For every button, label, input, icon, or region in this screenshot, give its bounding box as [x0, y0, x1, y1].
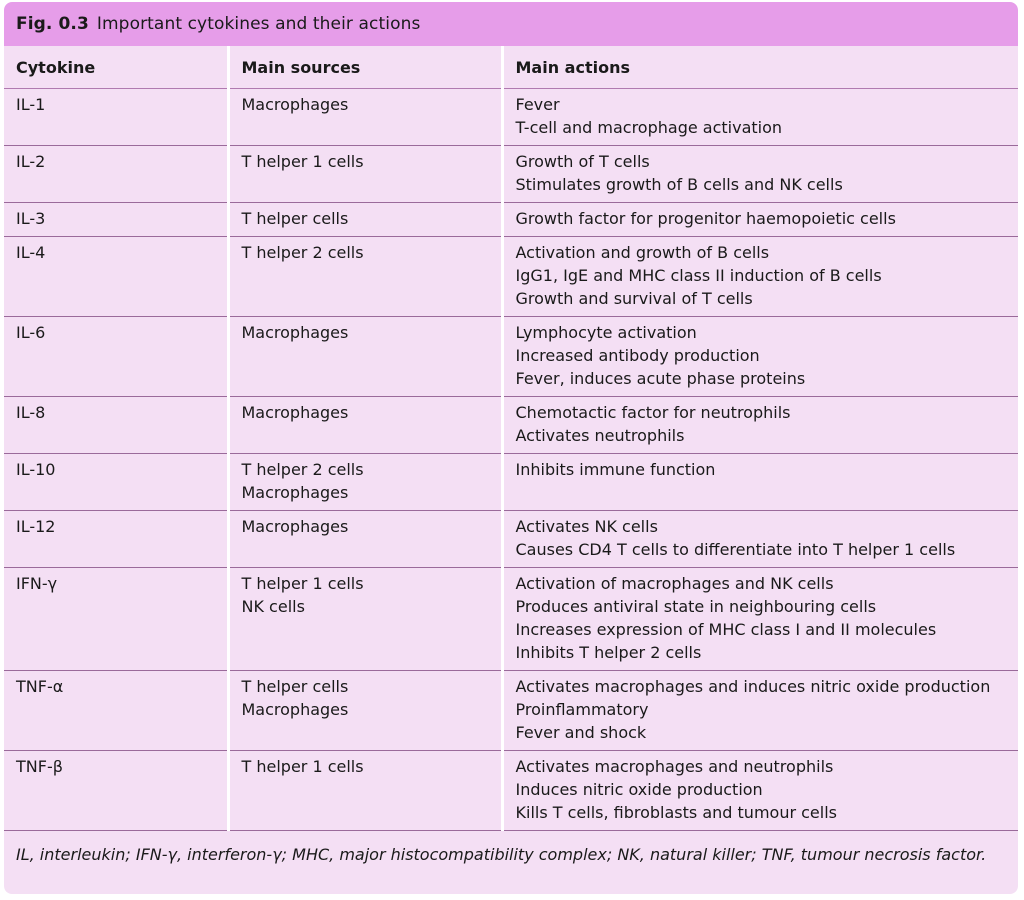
- cytokine-name: IL-6: [16, 323, 46, 342]
- action-item: Activates neutrophils: [515, 426, 685, 445]
- source-item: T helper 1 cells: [241, 152, 364, 171]
- source-item: Macrophages: [241, 517, 349, 536]
- cytokine-name: TNF-α: [16, 677, 64, 696]
- main-sources-cell: [228, 511, 502, 568]
- table-row: [4, 397, 1018, 454]
- action-item: Increases expression of MHC class I and II molecules: [515, 620, 937, 639]
- action-item: Fever: [515, 95, 560, 114]
- action-item: Growth factor for progenitor haemopoietic cells: [515, 209, 896, 228]
- source-item: T helper 2 cells: [241, 460, 364, 479]
- action-item: Kills T cells, fibroblasts and tumour cells: [515, 803, 837, 822]
- main-sources-cell: [228, 146, 502, 203]
- action-item: Growth of T cells: [515, 152, 650, 171]
- source-item: T helper cells: [241, 677, 349, 696]
- source-item: T helper 1 cells: [241, 757, 364, 776]
- cytokine-name: IL-1: [16, 95, 46, 114]
- action-item: Activation of macrophages and NK cells: [515, 574, 834, 593]
- main-sources-cell: [228, 454, 502, 511]
- table-header: [4, 46, 1018, 89]
- source-item: Macrophages: [241, 483, 349, 502]
- action-item: Increased antibody production: [515, 346, 760, 365]
- main-actions-cell: [502, 317, 1018, 397]
- cytokine-name: IL-12: [16, 517, 56, 536]
- table-row: [4, 454, 1018, 511]
- cytokine-name: IL-2: [16, 152, 46, 171]
- action-item: Inhibits T helper 2 cells: [515, 643, 702, 662]
- cytokine-name: IL-4: [16, 243, 46, 262]
- action-item: Stimulates growth of B cells and NK cells: [515, 175, 843, 194]
- main-sources-cell: [228, 751, 502, 831]
- source-item: T helper cells: [241, 209, 349, 228]
- header-row: [4, 46, 1018, 89]
- main-actions-cell: [502, 397, 1018, 454]
- main-actions-cell: [502, 237, 1018, 317]
- column-header-cytokine: Cytokine: [16, 57, 96, 77]
- table-row: [4, 317, 1018, 397]
- action-item: Activation and growth of B cells: [515, 243, 770, 262]
- main-sources-cell: [228, 397, 502, 454]
- source-item: Macrophages: [241, 403, 349, 422]
- column-header-main-actions: Main actions: [502, 46, 1018, 89]
- figure-panel: [4, 2, 1018, 894]
- cytokine-name: IL-3: [16, 209, 46, 228]
- main-actions-cell: [502, 89, 1018, 146]
- figure-number: Fig. 0.3: [16, 14, 89, 34]
- table-row: [4, 751, 1018, 831]
- main-sources-cell: [228, 89, 502, 146]
- action-item: Fever, induces acute phase proteins: [515, 369, 806, 388]
- main-sources-cell: [228, 568, 502, 671]
- figure-title: Important cytokines and their actions: [96, 14, 421, 34]
- main-sources-cell: [228, 317, 502, 397]
- cytokine-name: TNF-β: [16, 757, 63, 776]
- table-row: [4, 89, 1018, 146]
- source-item: Macrophages: [241, 700, 349, 719]
- main-actions-cell: [502, 203, 1018, 237]
- source-item: T helper 2 cells: [241, 243, 364, 262]
- table-body: [4, 89, 1018, 831]
- main-actions-cell: [502, 146, 1018, 203]
- table-row: [4, 237, 1018, 317]
- main-sources-cell: [228, 203, 502, 237]
- action-item: Inhibits immune function: [515, 460, 716, 479]
- action-item: Chemotactic factor for neutrophils: [515, 403, 791, 422]
- action-item: Proinflammatory: [515, 700, 649, 719]
- table-footnote: IL, interleukin; IFN-γ, interferon-γ; MHC, major histocompatibility complex; NK, natural killer; TNF, tumour necrosis factor.: [16, 845, 987, 864]
- source-item: NK cells: [241, 597, 305, 616]
- cytokine-name: IL-8: [16, 403, 46, 422]
- main-actions-cell: [502, 671, 1018, 751]
- action-item: Activates NK cells: [515, 517, 658, 536]
- cytokine-name: IL-10: [16, 460, 56, 479]
- action-item: Induces nitric oxide production: [515, 780, 763, 799]
- action-item: T-cell and macrophage activation: [515, 118, 783, 137]
- table-row: [4, 146, 1018, 203]
- main-actions-cell: [502, 454, 1018, 511]
- source-item: Macrophages: [241, 95, 349, 114]
- table-row: [4, 671, 1018, 751]
- cytokine-name: IFN-γ: [16, 574, 58, 593]
- action-item: Causes CD4 T cells to differentiate into T helper 1 cells: [515, 540, 956, 559]
- action-item: Growth and survival of T cells: [515, 289, 753, 308]
- action-item: Activates macrophages and neutrophils: [515, 757, 834, 776]
- action-item: Produces antiviral state in neighbouring cells: [515, 597, 877, 616]
- action-item: Activates macrophages and induces nitric oxide production: [515, 677, 991, 696]
- action-item: Lymphocyte activation: [515, 323, 697, 342]
- cytokine-table: [4, 46, 1018, 831]
- main-actions-cell: [502, 568, 1018, 671]
- main-sources-cell: [228, 237, 502, 317]
- action-item: Fever and shock: [515, 723, 647, 742]
- table-row: [4, 511, 1018, 568]
- figure-header: [4, 2, 1018, 46]
- table-row: [4, 203, 1018, 237]
- column-header-main-sources: Main sources: [228, 46, 502, 89]
- main-actions-cell: [502, 751, 1018, 831]
- source-item: T helper 1 cells: [241, 574, 364, 593]
- main-actions-cell: [502, 511, 1018, 568]
- table-row: [4, 568, 1018, 671]
- source-item: Macrophages: [241, 323, 349, 342]
- action-item: IgG1, IgE and MHC class II induction of B cells: [515, 266, 882, 285]
- main-sources-cell: [228, 671, 502, 751]
